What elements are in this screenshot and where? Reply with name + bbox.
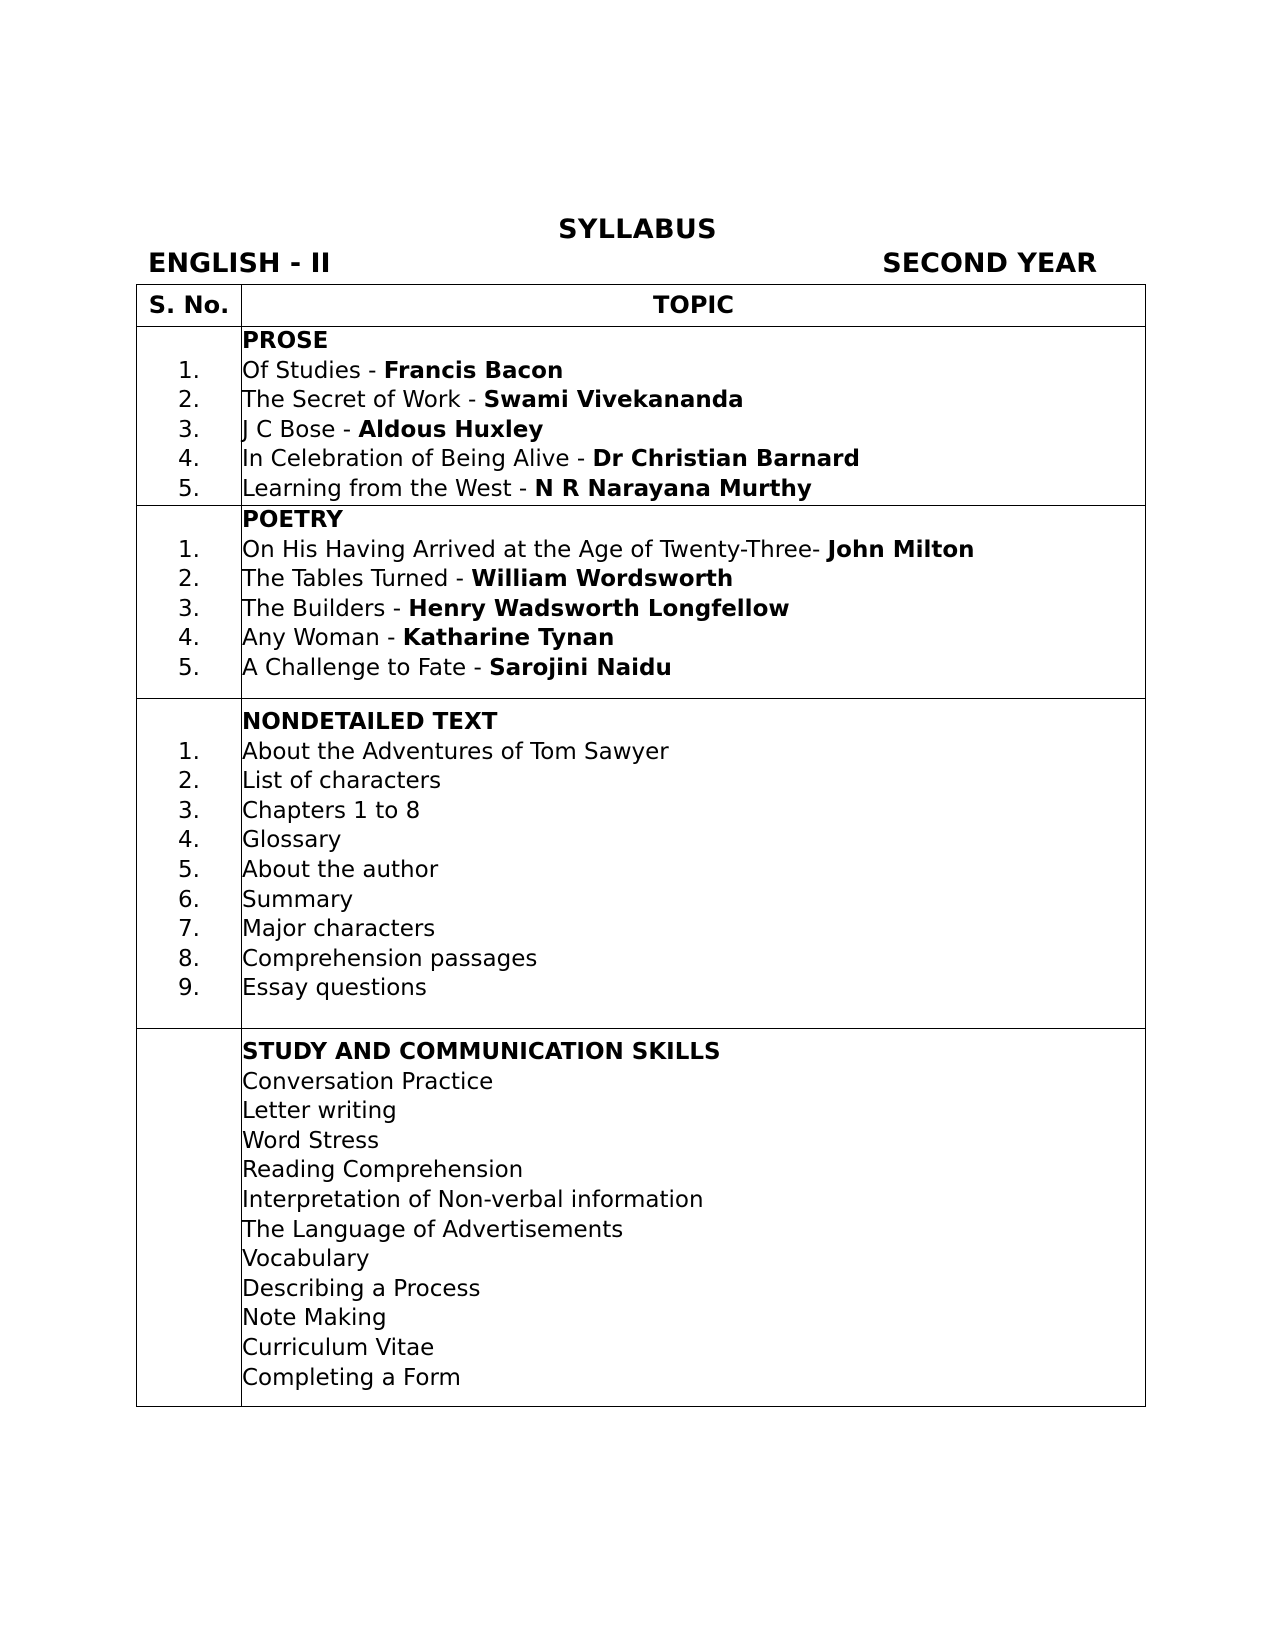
section-numbers (137, 1029, 242, 1407)
list-item: List of characters (242, 768, 442, 795)
item-number: 5. (178, 654, 200, 681)
item-title: J C Bose - (242, 416, 359, 443)
item-number: 1. (178, 738, 200, 765)
section-topics (242, 1029, 1146, 1407)
item-author: Aldous Huxley (358, 416, 544, 443)
subject-heading: ENGLISH - II (148, 248, 331, 279)
item-author: Swami Vivekananda (483, 387, 744, 414)
list-item: Interpretation of Non-verbal information (242, 1186, 704, 1213)
syllabus-table (136, 284, 1146, 1407)
item-author: Katharine Tynan (402, 625, 615, 652)
item-title: The Builders - (242, 595, 409, 622)
item-number: 2. (178, 768, 200, 795)
list-item (242, 536, 1145, 566)
section-row-prose (137, 327, 1146, 506)
list-item: Reading Comprehension (242, 1157, 524, 1184)
page-title: SYLLABUS (558, 214, 717, 245)
year-heading: SECOND YEAR (882, 248, 1097, 279)
item-number: 1. (178, 536, 200, 563)
section-row-poetry (137, 506, 1146, 699)
item-title: Learning from the West - (242, 475, 535, 502)
list-item: Comprehension passages (242, 945, 538, 972)
item-author: Francis Bacon (383, 357, 564, 384)
list-item (242, 475, 1145, 505)
item-author: Sarojini Naidu (489, 654, 672, 681)
list-item: Major characters (242, 916, 436, 943)
section-heading: STUDY AND COMMUNICATION SKILLS (242, 1039, 721, 1065)
item-title: The Tables Turned - (242, 566, 472, 593)
list-item: Chapters 1 to 8 (242, 797, 421, 824)
item-number: 3. (178, 595, 200, 622)
item-number: 9. (178, 975, 200, 1002)
table-header-row (137, 285, 1146, 327)
column-header-sno: S. No. (137, 285, 242, 327)
item-number: 8. (178, 945, 200, 972)
item-title: Of Studies - (242, 357, 384, 384)
list-item (242, 565, 1145, 595)
section-heading: NONDETAILED TEXT (242, 709, 498, 735)
list-item: Glossary (242, 827, 342, 854)
item-number: 2. (178, 387, 200, 414)
list-item (242, 357, 1145, 387)
item-title: A Challenge to Fate - (242, 654, 490, 681)
list-item: The Language of Advertisements (242, 1216, 624, 1243)
item-number: 7. (178, 916, 200, 943)
item-number: 6. (178, 886, 200, 913)
list-item: Essay questions (242, 975, 427, 1002)
list-item (242, 624, 1145, 654)
list-item: Describing a Process (242, 1275, 481, 1302)
item-number: 4. (178, 625, 200, 652)
item-title: In Celebration of Being Alive - (242, 446, 593, 473)
list-item: Completing a Form (242, 1364, 461, 1391)
item-number: 3. (178, 416, 200, 443)
item-number: 2. (178, 566, 200, 593)
section-heading: POETRY (242, 507, 343, 533)
column-header-topic: TOPIC (242, 285, 1146, 327)
section-topics (242, 327, 1146, 506)
item-number: 5. (178, 856, 200, 883)
item-number: 4. (178, 827, 200, 854)
item-number: 1. (178, 357, 200, 384)
item-author: N R Narayana Murthy (534, 475, 812, 502)
list-item: Vocabulary (242, 1246, 370, 1273)
list-item: Letter writing (242, 1098, 397, 1125)
item-author: Henry Wadsworth Longfellow (408, 595, 790, 622)
list-item: About the Adventures of Tom Sawyer (242, 738, 669, 765)
list-item (242, 445, 1145, 475)
item-number: 5. (178, 475, 200, 502)
list-item: Curriculum Vitae (242, 1334, 435, 1361)
section-topics (242, 699, 1146, 1029)
item-number: 3. (178, 797, 200, 824)
item-author: Dr Christian Barnard (592, 446, 860, 473)
list-item (242, 654, 1145, 684)
section-numbers (137, 699, 242, 1029)
section-heading: PROSE (242, 328, 329, 354)
list-item: Word Stress (242, 1127, 380, 1154)
section-numbers (137, 506, 242, 699)
section-topics (242, 506, 1146, 699)
item-title: On His Having Arrived at the Age of Twenty-Three- (242, 536, 828, 563)
list-item: Conversation Practice (242, 1068, 494, 1095)
item-number: 4. (178, 446, 200, 473)
section-row-nondetailed (137, 699, 1146, 1029)
section-numbers (137, 327, 242, 506)
item-title: The Secret of Work - (242, 387, 484, 414)
item-title: Any Woman - (242, 625, 403, 652)
list-item: About the author (242, 856, 439, 883)
list-item (242, 595, 1145, 625)
list-item: Note Making (242, 1305, 387, 1332)
list-item (242, 416, 1145, 446)
item-author: John Milton (827, 536, 975, 563)
section-row-skills (137, 1029, 1146, 1407)
list-item (242, 386, 1145, 416)
item-author: William Wordsworth (471, 566, 734, 593)
list-item: Summary (242, 886, 354, 913)
